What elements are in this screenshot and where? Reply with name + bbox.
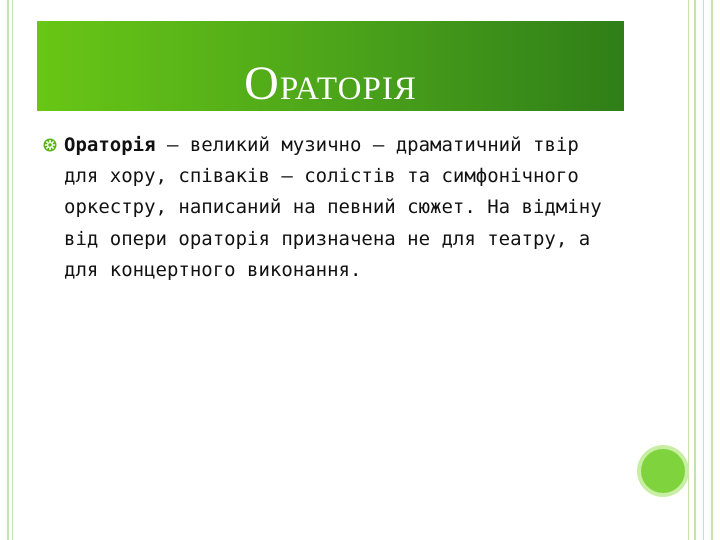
bullet-text: – великий музично – драматичний твір для хору, співаків – солістів та симфонічного оркестру, написаний на певний сюжет. На відміну від опери ораторія призначена не для театру, а для концертного виконання. — [64, 134, 602, 281]
left-border-line-outer — [7, 0, 9, 540]
left-border-line-inner — [12, 0, 13, 540]
bullet-term: Ораторія — [64, 134, 156, 156]
circle-ornament — [641, 449, 685, 493]
title-banner — [37, 21, 624, 111]
right-border-line-1 — [688, 0, 689, 540]
slide-title — [37, 57, 624, 116]
bullet-paragraph — [64, 130, 624, 286]
right-border-line-3 — [703, 0, 704, 540]
right-border-line-4 — [711, 0, 713, 540]
gear-bullet-icon — [43, 138, 57, 152]
right-border-line-2 — [694, 0, 696, 540]
title-first-letter: О — [244, 57, 280, 110]
title-rest: РАТОРІЯ — [279, 71, 417, 107]
